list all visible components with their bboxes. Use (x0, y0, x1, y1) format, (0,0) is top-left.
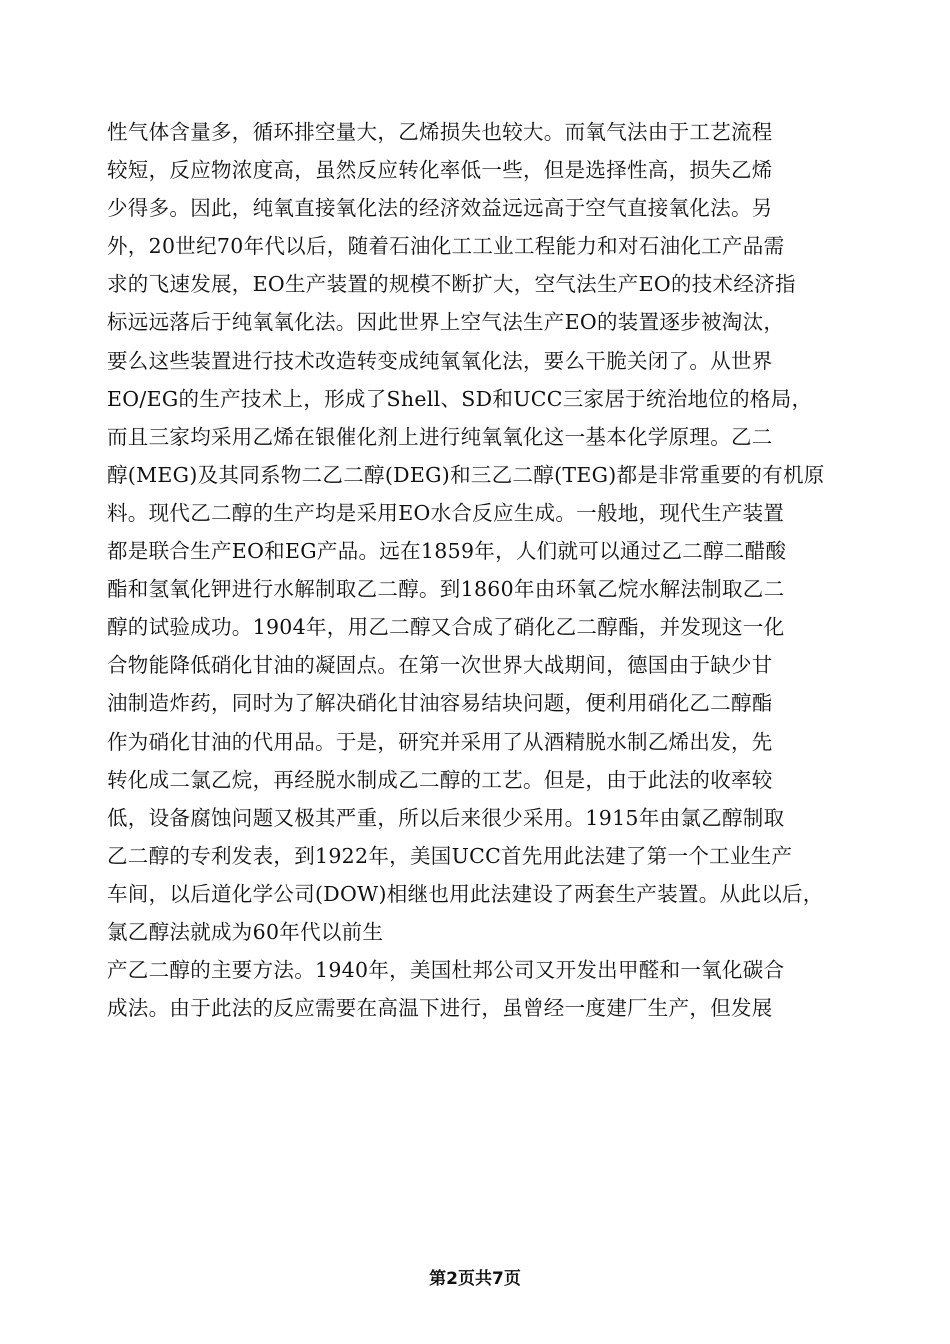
text-line: 而且三家均采用乙烯在银催化剂上进行纯氧氧化这一基本化学原理。乙二 (107, 424, 773, 449)
text-line: 标远远落后于纯氧氧化法。因此世界上空气法生产EO的装置逐步被淘汰， (107, 310, 785, 335)
text-line: 酯和氢氧化钾进行水解制取乙二醇。到1860年由环氧乙烷水解法制取乙二 (107, 577, 785, 602)
text-line: EO/EG的生产技术上，形成了Shell、SD和UCC三家居于统治地位的格局， (107, 386, 813, 411)
text-line: 性气体含量多，循环排空量大，乙烯损失也较大。而氧气法由于工艺流程 (107, 120, 773, 144)
text-line: 产乙二醇的主要方法。1940年，美国杜邦公司又开发出甲醛和一氧化碳合 (107, 958, 785, 983)
text-line: 料。现代乙二醇的生产均是采用EO水合反应生成。一般地，现代生产装置 (107, 500, 785, 525)
text-line: 成法。由于此法的反应需要在高温下进行，虽曾经一度建厂生产，但发展 (107, 996, 773, 1021)
text-line: 求的飞速发展，EO生产装置的规模不断扩大，空气法生产EO的技术经济指 (107, 272, 796, 297)
text-line: 乙二醇的专利发表，到1922年，美国UCC首先用此法建了第一个工业生产 (107, 843, 793, 868)
text-line: 转化成二氯乙烷，再经脱水制成乙二醇的工艺。但是，由于此法的收率较 (107, 767, 773, 792)
text-line: 油制造炸药，同时为了解决硝化甘油容易结块问题，便利用硝化乙二醇酯 (107, 691, 773, 716)
text-line: 要么这些装置进行技术改造转变成纯氧氧化法，要么干脆关闭了。从世界 (107, 348, 773, 373)
text-line: 合物能降低硝化甘油的凝固点。在第一次世界大战期间，德国由于缺少甘 (107, 653, 773, 678)
page-number-footer: 第2页共7页 (429, 1269, 521, 1289)
text-line: 醇的试验成功。1904年，用乙二醇又合成了硝化乙二醇酯，并发现这一化 (107, 615, 785, 640)
text-line: 作为硝化甘油的代用品。于是，研究并采用了从酒精脱水制乙烯出发，先 (107, 729, 773, 754)
text-line: 较短，反应物浓度高，虽然反应转化率低一些，但是选择性高，损失乙烯 (107, 158, 773, 183)
text-line: 低，设备腐蚀问题又极其严重，所以后来很少采用。1915年由氯乙醇制取 (107, 805, 785, 830)
text-line: 少得多。因此，纯氧直接氧化法的经济效益远远高于空气直接氧化法。另 (107, 196, 773, 221)
text-line: 外，20世纪70年代以后，随着石油化工工业工程能力和对石油化工产品需 (107, 234, 785, 259)
body-text (107, 113, 847, 1027)
text-line: 醇(MEG)及其同系物二乙二醇(DEG)和三乙二醇(TEG)都是非常重要的有机原 (107, 462, 825, 487)
text-line: 车间，以后道化学公司(DOW)相继也用此法建设了两套生产装置。从此以后， (107, 881, 824, 906)
text-line: 都是联合生产EO和EG产品。远在1859年，人们就可以通过乙二醇二醋酸 (107, 539, 787, 564)
text-line: 氯乙醇法就成为60年代以前生 (107, 919, 384, 944)
